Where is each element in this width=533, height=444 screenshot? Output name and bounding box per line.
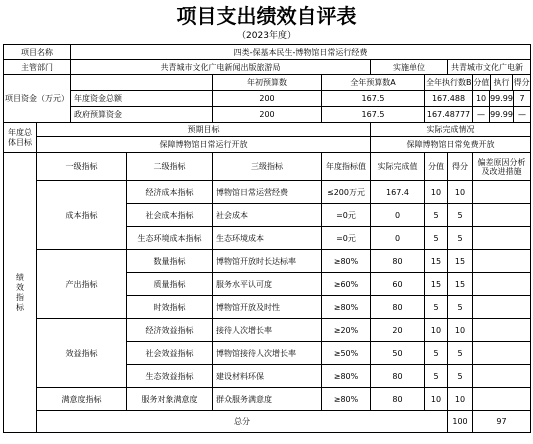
gov-score-cells bbox=[473, 107, 531, 123]
page-subtitle: （2023年度） bbox=[237, 31, 296, 41]
gov-executed: 167.48777 bbox=[425, 107, 473, 123]
indicator-row bbox=[4, 319, 531, 342]
level1-cell: 效益指标 bbox=[37, 319, 127, 388]
gov-funds-label: 政府预算资金 bbox=[71, 107, 213, 123]
deviation-header: 偏差原因分析及改进措施 bbox=[473, 153, 531, 181]
deviation-cell bbox=[473, 181, 531, 204]
goals-label: 年度总体目标 bbox=[4, 123, 37, 153]
level3-cell: 社会成本 bbox=[213, 204, 322, 227]
indicator-row bbox=[4, 181, 531, 204]
deviation-cell bbox=[473, 388, 531, 411]
dept-row bbox=[4, 60, 531, 75]
total-executed: 167.488 bbox=[425, 91, 473, 107]
funds-header-row bbox=[4, 75, 531, 91]
actual-goal: 保障博物馆日常免费开放 bbox=[371, 137, 531, 153]
total-score-cells bbox=[473, 91, 531, 107]
level3-cell: 博物馆日常运营经费 bbox=[213, 181, 322, 204]
col-full-year: 全年预算数A bbox=[322, 75, 425, 91]
gov-initial: 200 bbox=[213, 107, 322, 123]
impl-unit-label: 实施单位 bbox=[371, 60, 448, 75]
indicator-row bbox=[4, 388, 531, 411]
deviation-cell bbox=[473, 365, 531, 388]
level1-cell: 产出指标 bbox=[37, 250, 127, 319]
project-name-row bbox=[4, 45, 531, 60]
actual-cell: 80 bbox=[371, 296, 425, 319]
target-cell: ≥20% bbox=[322, 319, 371, 342]
actual-header: 实际完成值 bbox=[371, 153, 425, 181]
dept-label: 主管部门 bbox=[4, 60, 71, 75]
deviation-cell bbox=[473, 250, 531, 273]
total-score: 7 bbox=[519, 94, 525, 103]
funds-label: 项目资金（万元） bbox=[4, 75, 71, 123]
score-total-cell: 10 bbox=[425, 388, 448, 411]
level2-cell: 生态环境成本指标 bbox=[127, 227, 213, 250]
self-evaluation-table bbox=[3, 44, 531, 433]
level1-cell: 满意度指标 bbox=[37, 388, 127, 411]
level2-cell: 数量指标 bbox=[127, 250, 213, 273]
col-executed: 全年执行数B bbox=[425, 75, 473, 91]
deviation-cell bbox=[473, 342, 531, 365]
score-cell: 10 bbox=[448, 319, 473, 342]
level1-header: 一级指标 bbox=[37, 153, 127, 181]
target-cell: ≥80% bbox=[322, 365, 371, 388]
score-total-cell: 5 bbox=[425, 227, 448, 250]
level2-cell: 质量指标 bbox=[127, 273, 213, 296]
level3-cell: 建设材料环保 bbox=[213, 365, 322, 388]
deviation-cell bbox=[473, 273, 531, 296]
target-cell: ≥50% bbox=[322, 342, 371, 365]
gov-exec-rate: 99.99 bbox=[490, 107, 514, 122]
total-label: 总分 bbox=[37, 411, 448, 433]
actual-cell: 80 bbox=[371, 388, 425, 411]
total-score-value: 97 bbox=[473, 411, 531, 433]
goals-header-row bbox=[4, 123, 531, 137]
score-cell: 15 bbox=[448, 250, 473, 273]
target-cell: =0元 bbox=[322, 204, 371, 227]
actual-cell: 50 bbox=[371, 342, 425, 365]
deviation-cell bbox=[473, 296, 531, 319]
expected-goal: 保障博物馆日常运行开放 bbox=[37, 137, 371, 153]
expected-goal-label: 预期目标 bbox=[37, 123, 371, 137]
actual-cell: 80 bbox=[371, 365, 425, 388]
score-total-cell: 5 bbox=[425, 296, 448, 319]
level2-cell: 经济成本指标 bbox=[127, 181, 213, 204]
dept-value: 共青城市文化广电新闻出版旅游局 bbox=[71, 60, 371, 75]
level3-cell: 服务水平认可度 bbox=[213, 273, 322, 296]
score-cell: 5 bbox=[448, 365, 473, 388]
col-initial: 年初预算数 bbox=[213, 75, 322, 91]
total-score-total: 10 bbox=[473, 91, 490, 106]
col-score-total: 分值 bbox=[473, 75, 491, 90]
score-cell: 5 bbox=[448, 296, 473, 319]
project-name-label: 项目名称 bbox=[4, 45, 71, 60]
level2-cell: 服务对象满意度 bbox=[127, 388, 213, 411]
target-cell: =0元 bbox=[322, 227, 371, 250]
level3-cell: 群众服务满意度 bbox=[213, 388, 322, 411]
level2-cell: 经济效益指标 bbox=[127, 319, 213, 342]
score-cell: 10 bbox=[448, 181, 473, 204]
score-cell: 5 bbox=[448, 342, 473, 365]
total-full-year: 167.5 bbox=[322, 91, 425, 107]
actual-goal-label: 实际完成情况 bbox=[371, 123, 531, 137]
score-cell: 10 bbox=[448, 388, 473, 411]
total-score-total-value: 100 bbox=[448, 411, 473, 433]
actual-cell: 167.4 bbox=[371, 181, 425, 204]
total-funds-label: 年度资金总额 bbox=[71, 91, 213, 107]
target-cell: ≥80% bbox=[322, 296, 371, 319]
level3-cell: 博物馆接待人次增长率 bbox=[213, 342, 322, 365]
score-total-cell: 10 bbox=[425, 319, 448, 342]
target-cell: ≥80% bbox=[322, 388, 371, 411]
level3-cell: 博物馆开放时长达标率 bbox=[213, 250, 322, 273]
level2-cell: 生态效益指标 bbox=[127, 365, 213, 388]
total-exec-rate: 99.99 bbox=[490, 91, 514, 106]
perf-label: 绩效指标 bbox=[4, 153, 37, 433]
deviation-cell bbox=[473, 227, 531, 250]
score-total-header: 分值 bbox=[425, 153, 448, 181]
score-cell: 5 bbox=[448, 227, 473, 250]
score-total-cell: 5 bbox=[425, 365, 448, 388]
col-score: 得分 bbox=[513, 78, 530, 87]
level1-cell: 成本指标 bbox=[37, 181, 127, 250]
actual-cell: 0 bbox=[371, 227, 425, 250]
actual-cell: 20 bbox=[371, 319, 425, 342]
col-exec-rate: 执行 bbox=[491, 75, 514, 90]
project-name-value: 四类-保基本民生-博物馆日常运行经费 bbox=[71, 45, 531, 60]
actual-cell: 80 bbox=[371, 250, 425, 273]
gov-full-year: 167.5 bbox=[322, 107, 425, 123]
target-cell: ≥60% bbox=[322, 273, 371, 296]
page-title: 项目支出绩效自评表 bbox=[176, 4, 357, 28]
level2-cell: 社会成本指标 bbox=[127, 204, 213, 227]
target-header: 年度指标值 bbox=[322, 153, 371, 181]
score-exec-header bbox=[473, 75, 531, 91]
actual-cell: 60 bbox=[371, 273, 425, 296]
score-cell: 5 bbox=[448, 204, 473, 227]
actual-cell: 0 bbox=[371, 204, 425, 227]
score-cell: 15 bbox=[448, 273, 473, 296]
deviation-cell bbox=[473, 319, 531, 342]
score-total-cell: 10 bbox=[425, 181, 448, 204]
score-total-cell: 15 bbox=[425, 250, 448, 273]
score-total-cell: 5 bbox=[425, 204, 448, 227]
impl-unit-value: 共青城市文化广电新 bbox=[448, 60, 531, 75]
gov-score: — bbox=[518, 110, 526, 119]
level2-cell: 时效指标 bbox=[127, 296, 213, 319]
funds-total-row bbox=[4, 91, 531, 107]
level2-header: 二级指标 bbox=[127, 153, 213, 181]
level3-cell: 博物馆开放及时性 bbox=[213, 296, 322, 319]
goals-content-row bbox=[4, 137, 531, 153]
gov-score-total: — bbox=[473, 107, 490, 122]
indicator-row bbox=[4, 250, 531, 273]
blank-cell bbox=[71, 75, 213, 91]
indicator-header-row bbox=[4, 153, 531, 181]
target-cell: ≤200万元 bbox=[322, 181, 371, 204]
funds-gov-row bbox=[4, 107, 531, 123]
total-row bbox=[4, 411, 531, 433]
level3-cell: 接待人次增长率 bbox=[213, 319, 322, 342]
score-header: 得分 bbox=[448, 153, 473, 181]
target-cell: ≥80% bbox=[322, 250, 371, 273]
score-total-cell: 5 bbox=[425, 342, 448, 365]
level3-header: 三级指标 bbox=[213, 153, 322, 181]
total-initial: 200 bbox=[213, 91, 322, 107]
score-total-cell: 15 bbox=[425, 273, 448, 296]
level2-cell: 社会效益指标 bbox=[127, 342, 213, 365]
level3-cell: 生态环境成本 bbox=[213, 227, 322, 250]
deviation-cell bbox=[473, 204, 531, 227]
